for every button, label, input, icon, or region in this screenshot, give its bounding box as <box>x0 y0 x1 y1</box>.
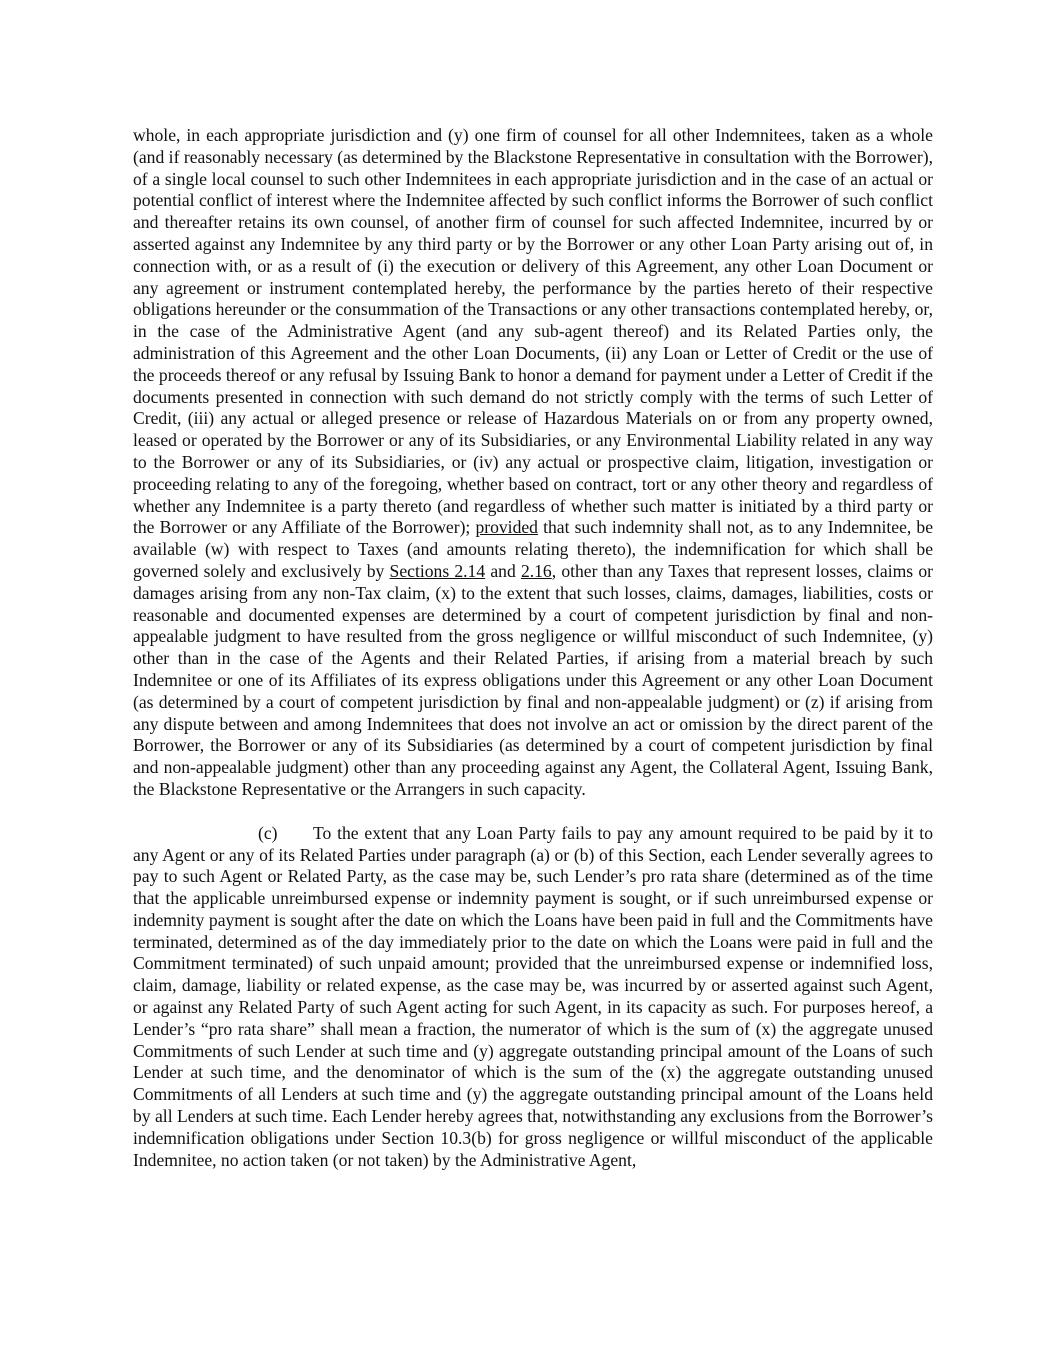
conjunction-and: and <box>485 560 521 581</box>
section-reference-2-14: Sections 2.14 <box>389 560 486 581</box>
paragraph-b-text-part3: , other than any Taxes that represent losses, claims or damages arising from any non-Tax claim, (x) to the extent that such losses, claims, damages, liabilities, costs or reasonable and documented expenses are determined by a court of competent jurisdiction by final and non-appealable judgment to have resulted from the gross negligence or willful misconduct of such Indemnitee, (y) other than in the case of the Agents and their Related Parties, if arising from a material breach by such Indemnitee or one of its Affiliates of its express obligations under this Agreement or any other Loan Document (as determined by a court of competent jurisdiction by final and non-appealable judgment) or (z) if arising from any dispute between and among Indemnitees that does not involve an act or omission by the direct parent of the Borrower, the Borrower or any of its Subsidiaries (as determined by a court of competent jurisdiction by final and non-appealable judgment) other than any proceeding against any Agent, the Collateral Agent, Issuing Bank, the Blackstone Representative or the Arrangers in such capacity. <box>133 560 933 799</box>
paragraph-c <box>133 823 933 1172</box>
document-page <box>133 125 933 1171</box>
paragraph-c-label: (c) <box>258 822 278 843</box>
paragraph-c-text: To the extent that any Loan Party fails to pay any amount required to be paid by it to any Agent or any of its Related Parties under paragraph (a) or (b) of this Section, each Lender severally agrees to pay to such Agent or Related Party, as the case may be, such Lender’s pro rata share (determined as of the time that the applicable unreimbursed expense or indemnity payment is sought, or if such unreimbursed expense or indemnity payment is sought after the date on which the Loans have been paid in full and the Commitments have terminated, determined as of the day immediately prior to the date on which the Loans were paid in full and the Commitment terminated) of such unpaid amount; provided that the unreimbursed expense or indemnified loss, claim, damage, liability or related expense, as the case may be, was incurred by or asserted against such Agent, or against any Related Party of such Agent acting for such Agent, in its capacity as such. For purposes hereof, a Lender’s “pro rata share” shall mean a fraction, the numerator of which is the sum of (x) the aggregate unused Commitments of such Lender at such time and (y) aggregate outstanding principal amount of the Loans of such Lender at such time, and the denominator of which is the sum of the (x) the aggregate outstanding unused Commitments of all Lenders at such time and (y) the aggregate outstanding principal amount of the Loans held by all Lenders at such time. Each Lender hereby agrees that, notwithstanding any exclusions from the Borrower’s indemnification obligations under Section 10.3(b) for gross negligence or willful misconduct of the applicable Indemnitee, no action taken (or not taken) by the Administrative Agent, <box>133 822 933 1170</box>
paragraph-b-continued <box>133 125 933 801</box>
paragraph-b-text-part1: whole, in each appropriate jurisdiction and (y) one firm of counsel for all other Indemnitees, taken as a whole (and if reasonably necessary (as determined by the Blackstone Representative in consultation with the Borrower), of a single local counsel to such other Indemnitees in each appropriate jurisdiction and in the case of an actual or potential conflict of interest where the Indemnitee affected by such conflict informs the Borrower of such conflict and thereafter retains its own counsel, of another firm of counsel for such affected Indemnitee, incurred by or asserted against any Indemnitee by any third party or by the Borrower or any other Loan Party arising out of, in connection with, or as a result of (i) the execution or delivery of this Agreement, any other Loan Document or any agreement or instrument contemplated hereby, the performance by the parties hereto of their respective obligations hereunder or the consummation of the Transactions or any other transactions contemplated hereby, or, in the case of the Administrative Agent (and any sub-agent thereof) and its Related Parties only, the administration of this Agreement and the other Loan Documents, (ii) any Loan or Letter of Credit or the use of the proceeds thereof or any refusal by Issuing Bank to honor a demand for payment under a Letter of Credit if the documents presented in connection with such demand do not strictly comply with the terms of such Letter of Credit, (iii) any actual or alleged presence or release of Hazardous Materials on or from any property owned, leased or operated by the Borrower or any of its Subsidiaries, or any Environmental Liability related in any way to the Borrower or any of its Subsidiaries, or (iv) any actual or prospective claim, litigation, investigation or proceeding relating to any of the foregoing, whether based on contract, tort or any other theory and regardless of whether any Indemnitee is a party thereto (and regardless of whether such matter is initiated by a third party or the Borrower or any Affiliate of the Borrower); <box>133 125 933 538</box>
paragraph-b-text-part2: that such indemnity shall not, as to any Indemnitee, be available (w) with respect to Taxes (and amounts relating thereto), the indemnification for which shall be governed solely and exclusively by <box>133 517 933 581</box>
provided-term: provided <box>475 517 538 538</box>
section-reference-2-16: 2.16 <box>520 560 552 581</box>
